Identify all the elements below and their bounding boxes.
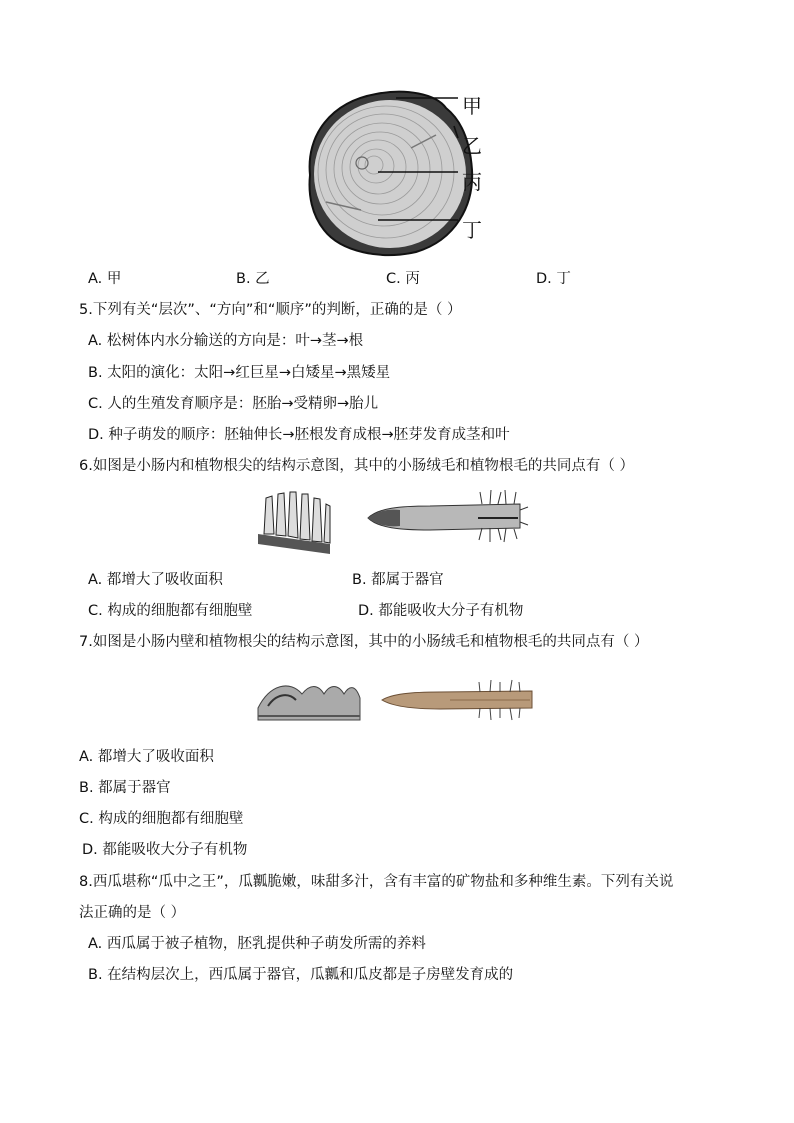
q6-option-d[interactable]: D. 都能吸收大分子有机物: [358, 603, 524, 619]
q7-option-b[interactable]: B. 都属于器官: [79, 780, 171, 796]
root-tip-illustration-2: [382, 680, 532, 720]
q5-stem: 5.下列有关“层次”、“方向”和“顺序”的判断，正确的是（ ）: [79, 302, 462, 318]
q8-option-a[interactable]: A. 西瓜属于被子植物，胚乳提供种子萌发所需的养料: [88, 936, 426, 952]
q7-option-c[interactable]: C. 构成的细胞都有细胞壁: [79, 811, 244, 827]
label-ding: 丁: [462, 218, 482, 242]
q5-option-d[interactable]: D. 种子萌发的顺序：胚轴伸长→胚根发育成根→胚芽发育成茎和叶: [88, 427, 510, 443]
q8-option-b[interactable]: B. 在结构层次上，西瓜属于器官，瓜瓤和瓜皮都是子房壁发育成的: [88, 967, 514, 983]
intestine-and-root-diagram: [250, 484, 530, 560]
q7-option-a[interactable]: A. 都增大了吸收面积: [79, 749, 214, 765]
label-yi: 乙: [462, 134, 482, 158]
label-bing: 丙: [462, 170, 482, 194]
q4-option-b[interactable]: B. 乙: [236, 271, 270, 287]
q8-stem-line1: 8.西瓜堪称“瓜中之王”，瓜瓤脆嫩，味甜多汁，含有丰富的矿物盐和多种维生素。下列有关说: [79, 874, 674, 890]
q4-option-c[interactable]: C. 丙: [386, 271, 420, 287]
q4-option-d[interactable]: D. 丁: [536, 271, 571, 287]
q5-option-a[interactable]: A. 松树体内水分输送的方向是：叶→茎→根: [88, 333, 364, 349]
q6-option-c[interactable]: C. 构成的细胞都有细胞壁: [88, 603, 253, 619]
q6-option-b[interactable]: B. 都属于器官: [352, 572, 444, 588]
q6-option-a[interactable]: A. 都增大了吸收面积: [88, 572, 223, 588]
root-tip-illustration: [368, 490, 528, 542]
q7-stem: 7.如图是小肠内壁和植物根尖的结构示意图，其中的小肠绒毛和植物根毛的共同点有（ ）: [79, 634, 649, 650]
intestine-villi-illustration: [258, 492, 330, 554]
q7-figure: [250, 664, 540, 730]
label-jia: 甲: [462, 94, 482, 118]
q5-option-c[interactable]: C. 人的生殖发育顺序是：胚胎→受精卵→胎儿: [88, 396, 379, 412]
intestine-wall-illustration: [258, 686, 360, 720]
q4-option-a[interactable]: A. 甲: [88, 271, 122, 287]
intestine-wall-and-root-diagram: [250, 664, 540, 730]
q6-stem: 6.如图是小肠内和植物根尖的结构示意图，其中的小肠绒毛和植物根毛的共同点有（ ）: [79, 458, 634, 474]
q8-stem-line2: 法正确的是（ ）: [79, 905, 186, 921]
q7-option-d[interactable]: D. 都能吸收大分子有机物: [82, 842, 248, 858]
q6-figure: [250, 484, 530, 560]
q5-option-b[interactable]: B. 太阳的演化：太阳→红巨星→白矮星→黑矮星: [88, 365, 391, 381]
